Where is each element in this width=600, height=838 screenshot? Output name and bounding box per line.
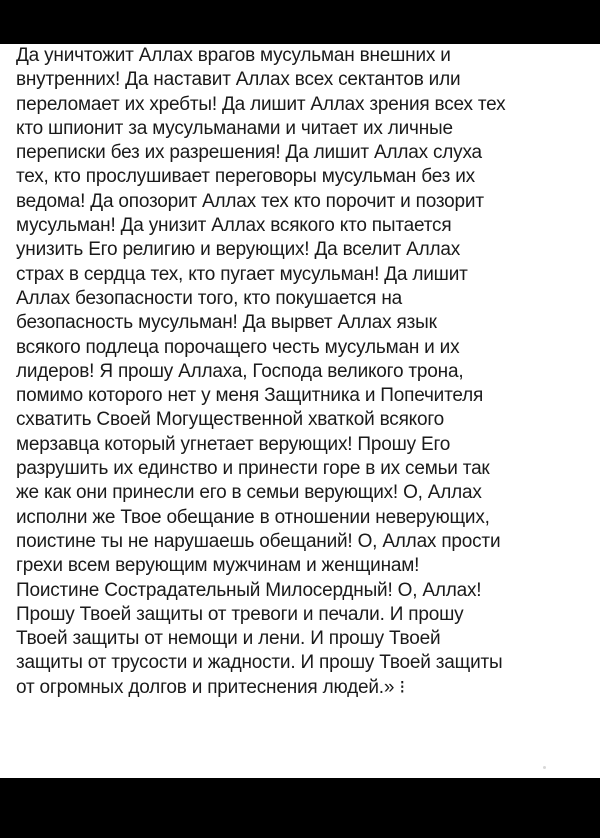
prayer-text bbox=[16, 44, 596, 700]
text-line: Твоей защиты от немощи и лени. И прошу Твоей bbox=[16, 628, 441, 650]
text-page bbox=[0, 44, 600, 778]
text-line: ведома! Да опозорит Аллах тех кто порочит и позорит bbox=[16, 190, 484, 212]
text-line: разрушить их единство и принести горе в их семьи так bbox=[16, 458, 490, 480]
text-line: поистине ты не нарушаешь обещаний! О, Аллах прости bbox=[16, 530, 501, 552]
top-black-bar bbox=[0, 0, 600, 44]
text-line: внутренних! Да наставит Аллах всех сектантов или bbox=[16, 69, 461, 91]
text-line: кто шпионит за мусульманами и читает их личные bbox=[16, 117, 453, 139]
text-line: Прошу Твоей защиты от тревоги и печали. И прошу bbox=[16, 603, 464, 625]
text-line: мерзавца который угнетает верующих! Прошу Его bbox=[16, 433, 451, 455]
text-line: лидеров! Я прошу Аллаха, Господа великого трона, bbox=[16, 360, 464, 382]
text-line: помимо которого нет у меня Защитника и Попечителя bbox=[16, 385, 484, 407]
text-line: страх в сердца тех, кто пугает мусульман! Да лишит bbox=[16, 263, 468, 285]
text-line: же как они принесли его в семьи верующих! О, Аллах bbox=[16, 482, 482, 504]
text-line: Аллах безопасности того, кто покушается на bbox=[16, 287, 402, 309]
text-line: тех, кто прослушивает переговоры мусульман без их bbox=[16, 166, 475, 188]
speck-mark bbox=[543, 766, 546, 769]
text-line: схватить Своей Могущественной хваткой всякого bbox=[16, 409, 445, 431]
text-line: от огромных долгов и притеснения людей.» ⁝ bbox=[16, 676, 406, 698]
text-line: Да уничтожит Аллах врагов мусульман внешних и bbox=[16, 45, 451, 66]
text-line: безопасность мусульман! Да вырвет Аллах язык bbox=[16, 312, 437, 334]
text-line: мусульман! Да унизит Аллах всякого кто пытается bbox=[16, 215, 452, 237]
text-line: Поистине Сострадательный Милосердный! О, Аллах! bbox=[16, 579, 482, 601]
text-line: всякого подлеца порочащего честь мусульман и их bbox=[16, 336, 460, 358]
text-line: переломает их хребты! Да лишит Аллах зрения всех тех bbox=[16, 93, 506, 115]
text-line: защиты от трусости и жадности. И прошу Твоей защиты bbox=[16, 652, 503, 674]
text-line: грехи всем верующим мужчинам и женщинам! bbox=[16, 555, 420, 577]
text-line: унизить Его религию и верующих! Да вселит Аллах bbox=[16, 239, 461, 261]
bottom-black-bar bbox=[0, 778, 600, 838]
text-line: исполни же Твое обещание в отношении неверующих, bbox=[16, 506, 490, 528]
text-line: переписки без их разрешения! Да лишит Аллах слуха bbox=[16, 142, 482, 164]
